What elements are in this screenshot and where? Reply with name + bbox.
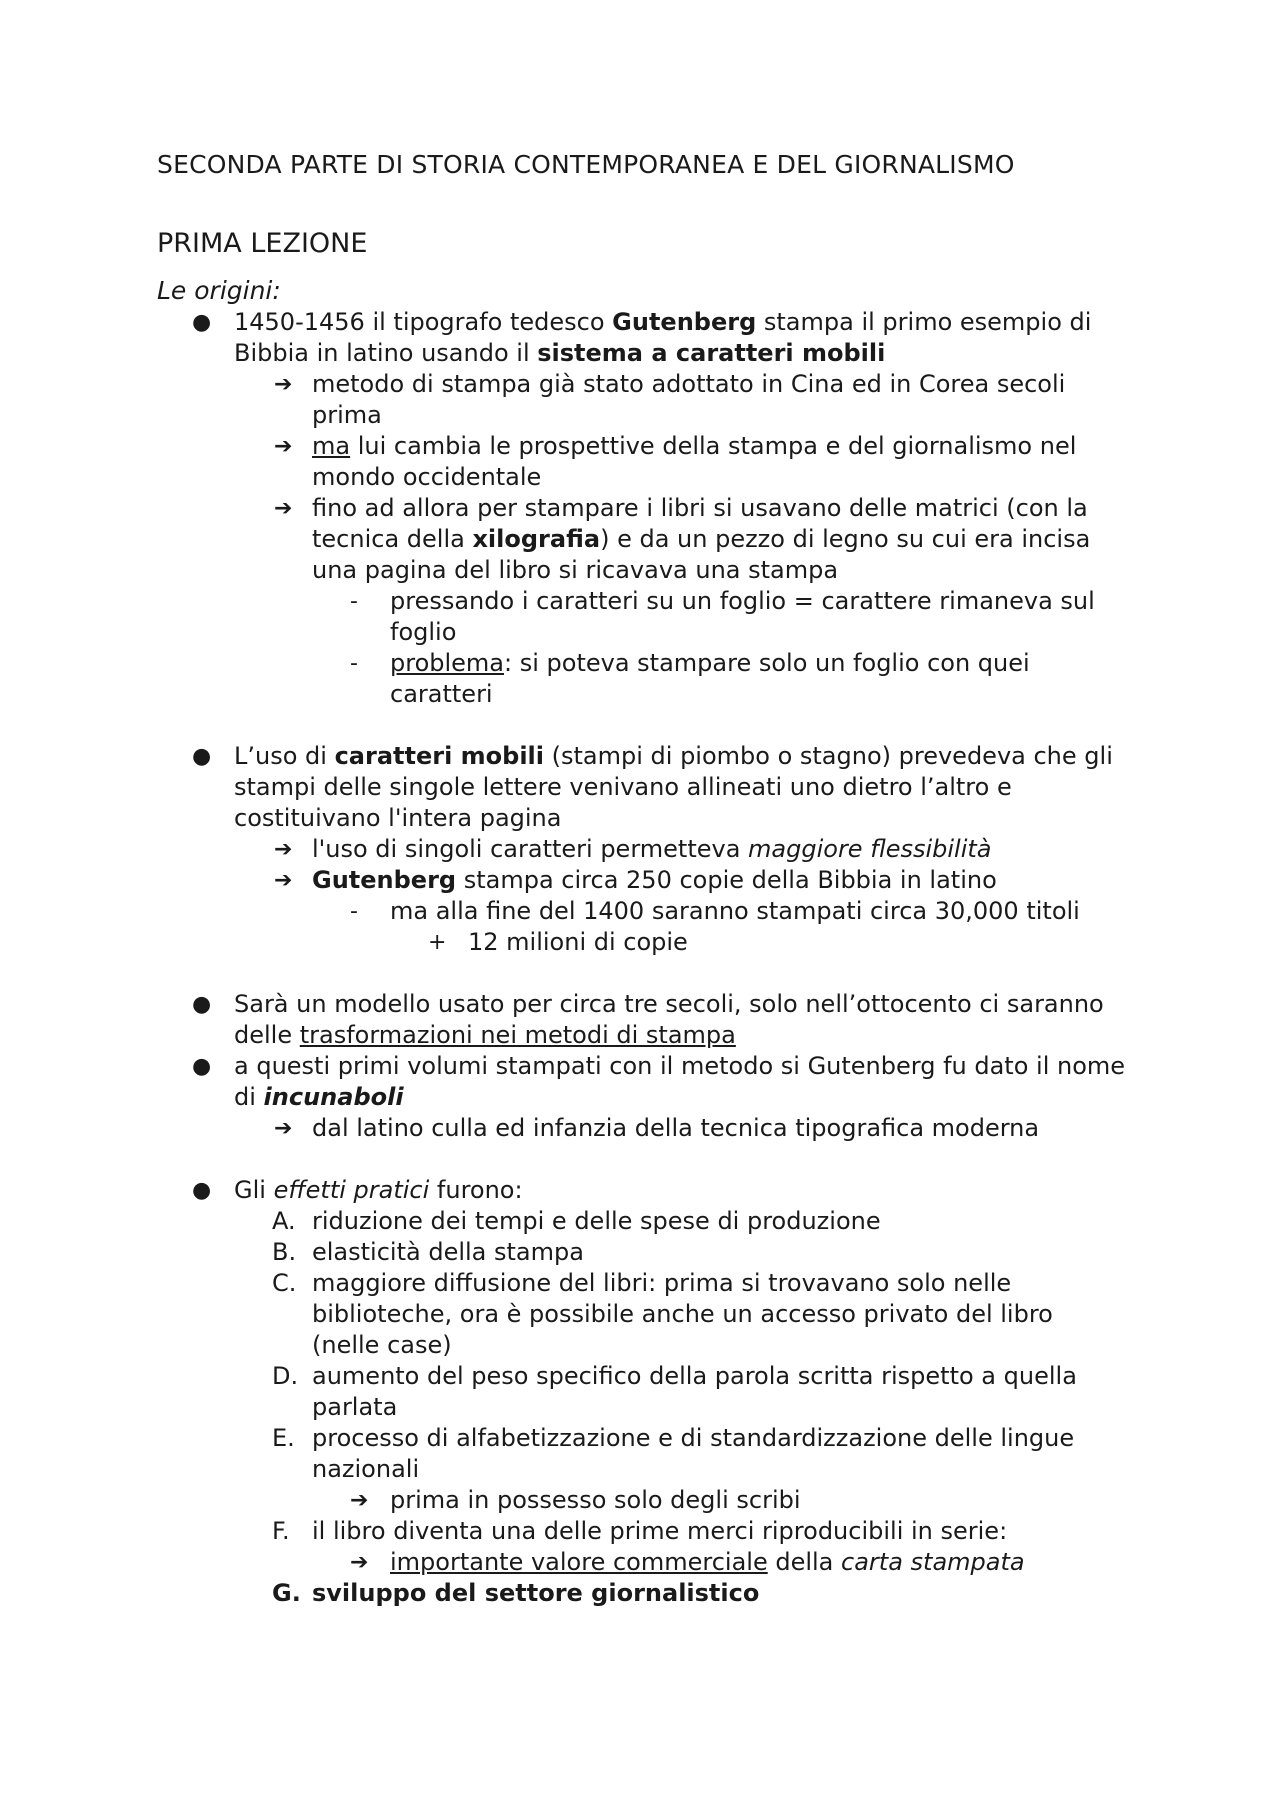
list-item: F. il libro diventa una delle prime merci riproducibili in serie: [272, 1517, 1008, 1545]
list-item: D. aumento del peso specifico della parola scritta rispetto a quella parlata [272, 1362, 1077, 1421]
plus-marker: + [428, 930, 447, 955]
bullet-marker: ● [192, 310, 212, 335]
list-item: ➔ dal latino culla ed infanzia della tecnica tipografica moderna [274, 1114, 1040, 1142]
bold-term: Gutenberg [312, 866, 457, 894]
list-item: ➔ prima in possesso solo degli scribi [350, 1486, 801, 1514]
bullet-marker: ● [192, 1054, 212, 1079]
arrow-marker: ➔ [350, 1550, 369, 1575]
list-item: ● Gli effetti pratici furono: [192, 1176, 523, 1204]
letter-marker: G. [272, 1579, 301, 1607]
dash-marker: - [350, 899, 358, 924]
letter-marker: B. [272, 1238, 297, 1266]
arrow-marker: ➔ [274, 837, 293, 862]
list-item: ➔ fino ad allora per stampare i libri si usavano delle matrici (con la tecnica della xilografia) e da un pezzo di legno su cui era incisa una pagina del libro si ricavava una stampa [274, 494, 1091, 584]
bold-term: sistema a caratteri mobili [537, 339, 886, 367]
arrow-marker: ➔ [350, 1488, 369, 1513]
dash-marker: - [350, 589, 358, 614]
list-item: E. processo di alfabetizzazione e di standardizzazione delle lingue nazionali [272, 1424, 1075, 1483]
letter-marker: F. [272, 1517, 290, 1545]
arrow-marker: ➔ [274, 868, 293, 893]
bold-term: sviluppo del settore giornalistico [312, 1579, 760, 1607]
bullet-marker: ● [192, 992, 212, 1017]
bullet-marker: ● [192, 744, 212, 769]
section-subtitle: Le origini: [157, 276, 281, 305]
list-item: ● 1450-1456 il tipografo tedesco Gutenberg stampa il primo esempio di Bibbia in latino usando il sistema a caratteri mobili [192, 308, 1092, 367]
letter-marker: E. [272, 1424, 295, 1452]
list-item: ➔ importante valore commerciale della carta stampata [350, 1548, 1025, 1576]
list-item: B. elasticità della stampa [272, 1238, 584, 1266]
list-item: C. maggiore diffusione del libri: prima si trovavano solo nelle biblioteche, ora è possibile anche un accesso privato del libro (nelle case) [272, 1269, 1053, 1359]
list-item: ● Sarà un modello usato per circa tre secoli, solo nell’ottocento ci saranno delle trasformazioni nei metodi di stampa [192, 990, 1104, 1049]
bullet-marker: ● [192, 1178, 212, 1203]
list-item: A. riduzione dei tempi e delle spese di produzione [272, 1207, 881, 1235]
list-item: ➔ Gutenberg stampa circa 250 copie della Bibbia in latino [274, 866, 997, 894]
letter-marker: C. [272, 1269, 297, 1297]
list-item: + 12 milioni di copie [428, 928, 688, 956]
list-item: ● a questi primi volumi stampati con il metodo si Gutenberg fu dato il nome di incunaboli [192, 1052, 1126, 1111]
list-item [272, 1578, 1122, 1609]
letter-marker: D. [272, 1362, 299, 1390]
list-item: ➔ metodo di stampa già stato adottato in Cina ed in Corea secoli prima [274, 370, 1066, 429]
lesson-heading: PRIMA LEZIONE [157, 228, 368, 259]
arrow-marker: ➔ [274, 496, 293, 521]
list-item: ➔ l'uso di singoli caratteri permetteva maggiore flessibilità [274, 835, 992, 863]
dash-marker: - [350, 651, 358, 676]
list-item: - problema: si poteva stampare solo un foglio con quei caratteri [350, 649, 1030, 708]
arrow-marker: ➔ [274, 372, 293, 397]
bold-term: xilografia [472, 525, 601, 553]
bold-term: Gutenberg [612, 308, 757, 336]
arrow-marker: ➔ [274, 434, 293, 459]
bold-term: caratteri mobili [334, 742, 545, 770]
list-item: ➔ ma lui cambia le prospettive della stampa e del giornalismo nel mondo occidentale [274, 432, 1077, 491]
list-item: ● L’uso di caratteri mobili (stampi di piombo o stagno) prevedeva che gli stampi delle singole lettere venivano allineati uno dietro l’altro e costituivano l'intera pagina [192, 742, 1113, 832]
arrow-marker: ➔ [274, 1116, 293, 1141]
document-title: SECONDA PARTE DI STORIA CONTEMPORANEA E DEL GIORNALISMO [157, 150, 1015, 179]
list-item: - ma alla fine del 1400 saranno stampati circa 30,000 titoli [350, 897, 1080, 925]
list-item: - pressando i caratteri su un foglio = carattere rimaneva sul foglio [350, 587, 1095, 646]
bold-term: incunaboli [263, 1083, 404, 1111]
letter-marker: A. [272, 1207, 296, 1235]
